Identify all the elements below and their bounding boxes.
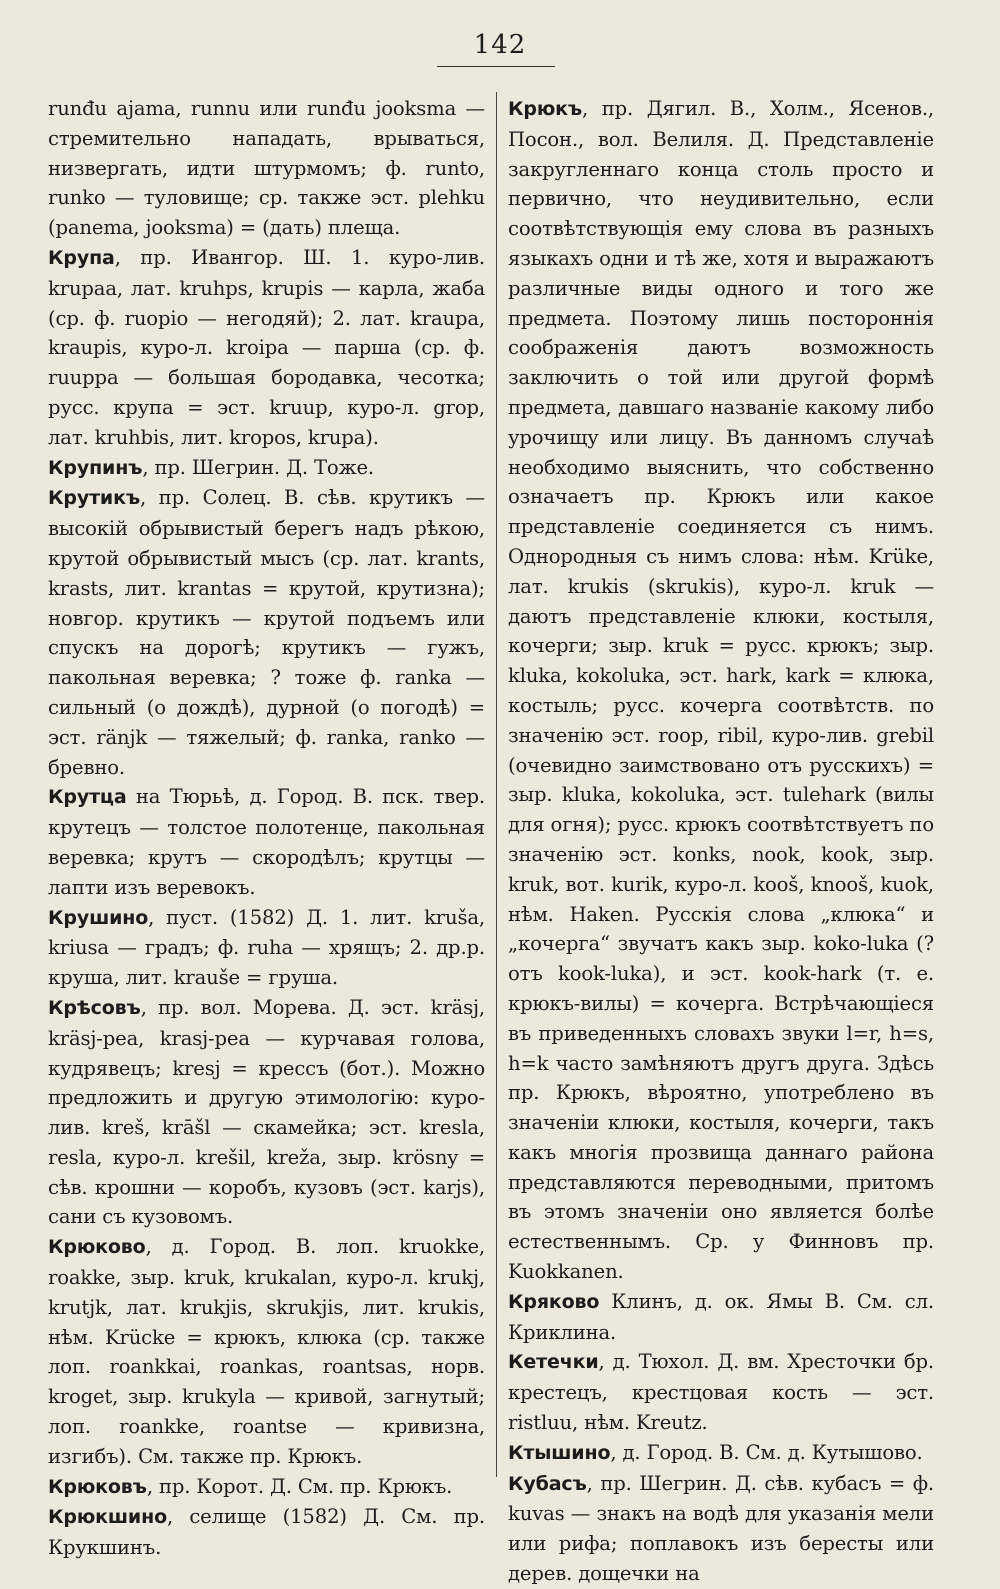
- entry-headword: Кубасъ: [508, 1472, 587, 1495]
- entry-continuation: [48, 94, 485, 243]
- entry-krupin: [48, 453, 485, 484]
- entry-text: , селище (1582) Д. См. пр. Крукшинъ.: [48, 1505, 485, 1560]
- entry-text: , пр. Корот. Д. См. пр. Крюкъ.: [146, 1474, 453, 1498]
- entry-kryakovo: [508, 1287, 934, 1348]
- entry-kryukovo: [48, 1232, 485, 1471]
- entry-headword: Крюковъ: [48, 1475, 147, 1498]
- entry-text: , пр. Шегрин. Д. Тоже.: [142, 455, 374, 479]
- entry-headword: Ктышино: [508, 1441, 611, 1464]
- entry-headword: Крюкъ: [508, 98, 583, 120]
- entry-text: , пр. Солец. В. сѣв. крутикъ — высокій обрывистый берегъ надъ рѣкою, крутой обрывистый мысъ (ср. лат. krants, krasts, лит. krantas = крутой, крутизна); новгор. крутикъ — крутой подъемъ или спускъ на дорогѣ; крутикъ — гужъ, пакольная веревка; ? тоже ф. ranka — сильный (о дождѣ), дурной (о погодѣ) = эст. ränjk — тяжелый; ф. ranka, ranko — бревно.: [48, 486, 485, 779]
- entry-kubas: [508, 1469, 934, 1589]
- entry-headword: Крѣсовъ: [48, 996, 141, 1019]
- entry-kryuk: [508, 94, 934, 1287]
- entry-headword: Крушино: [48, 906, 149, 929]
- entry-krutca: [48, 782, 485, 902]
- entry-text: Клинъ, д. ок. Ямы В. См. сл. Криклина.: [508, 1289, 934, 1344]
- entry-headword: Кетечки: [508, 1351, 599, 1374]
- column-divider: [496, 92, 497, 1477]
- entry-headword: Крюкшино: [48, 1506, 167, 1529]
- entry-krushino: [48, 903, 485, 993]
- entry-headword: Крутикъ: [48, 487, 140, 510]
- entry-text: , д. Город. В. См. д. Кутышово.: [610, 1440, 923, 1464]
- entry-headword: Кряково: [508, 1290, 600, 1313]
- right-column: [508, 94, 934, 1589]
- entry-text: , пр. Дягил. В., Холм., Ясенов., Посон., вол. Велиля. Д. Представленіе закругленнаго конца столь просто и первично, что неудивительно, если соотвѣтствующія ему слова въ разныхъ языкахъ одни и тѣ же, хотя и выражаютъ различные виды одного и того же предмета. Поэтому лишь постороннія соображенія даютъ возможность заключить о той или другой формѣ предмета, давшаго названіе какому либо урочищу или лицу. Въ данномъ случаѣ необходимо выяснить, что собственно означаетъ пр. Крюкъ или какое представленіе соединяется съ нимъ. Однородныя съ нимъ слова: нѣм. Krüke, лат. krukis (skrukis), куро-л. kruk — даютъ представленіе клюки, костыля, кочерги; зыр. kruk = русс. крюкъ; зыр. kluka, kokoluka, эст. hark, kark = клюка, костыль; русс. кочерга соотвѣтств. по значенію эст. roop, ribil, куро-лив. grebil (очевидно заимствовано отъ русскихъ) = зыр. kluka, kokoluka, эст. tulehark (вилы для огня); русс. крюкъ соотвѣтствуетъ по значенію эст. konks, nook, kook, зыр. kruk, вот. kurik, куро-л. kooš, knooš, kuok, нѣм. Haken. Русскія слова „клюка“ и „кочерга“ звучатъ какъ зыр. koko-luka (? отъ kook-luka), и эст. kook-hark (т. е. крюкъ-вилы) = кочерга. Встрѣчающіеся въ приведенныхъ словахъ звуки l=r, h=s, h=k часто замѣняютъ другъ друга. Здѣсь пр. Крюкъ, вѣроятно, употреблено въ значеніи клюки, костыля, кочерги, такъ какъ многія прозвища даннаго района представляются переводными, притомъ въ этомъ значеніи оно является болѣе естественнымъ. Ср. у Финновъ пр. Kuokkanen.: [508, 97, 934, 1284]
- entry-text: , д. Тюхол. Д. вм. Хресточки бр. крестецъ, крестцовая кость — эст. ristluu, нѣм. Kreutz.: [508, 1350, 934, 1435]
- entry-headword: Крупинъ: [48, 456, 143, 479]
- entry-text: , пуст. (1582) Д. 1. лит. kruša, kriusa — градъ; ф. ruha — хрящъ; 2. др.р. круша, лит. krauše = груша.: [48, 905, 485, 990]
- entry-ketechki: [508, 1347, 934, 1437]
- entry-kryukshino: [48, 1502, 485, 1563]
- entry-text: на Тюрьѣ, д. Город. В. пск. твер. крутецъ — толстое полотенце, пакольная веревка; крутъ — скородѣлъ; крутцы — лапти изъ веревокъ.: [48, 785, 485, 899]
- entry-kryukov: [48, 1472, 485, 1503]
- entry-krutik: [48, 483, 485, 782]
- entry-text: runđu ajama, runnu или runđu jooksma — стремительно нападать, врываться, низвергать, идти штурмомъ; ф. runto, runko — туловище; ср. также эст. plehku (panema, jooksma) = (дать) плеща.: [48, 97, 485, 240]
- header-rule: [437, 66, 555, 67]
- entry-kresov: [48, 993, 485, 1232]
- entry-ktyshino: [508, 1438, 934, 1469]
- page-number: 142: [473, 30, 527, 60]
- left-column: [48, 94, 485, 1563]
- entry-text: , пр. вол. Морева. Д. эст. kräsj, kräsj-pea, krasj-pea — курчавая голова, кудрявецъ; kresj = крессъ (бот.). Можно предложить и другую этимологію: куро-лив. kreš, krāšl — скамейка; эст. kresla, resla, куро-л. krešil, kreža, зыр. krösny = сѣв. крошни — коробъ, кузовъ (эст. karjs), сани съ кузовомъ.: [48, 995, 485, 1229]
- entry-krupa: [48, 243, 485, 453]
- entry-text: , пр. Шегрин. Д. сѣв. кубасъ = ф. kuvas — знакъ на водѣ для указанія мели или рифа; поплавокъ изъ бересты или дерев. дощечки на: [508, 1471, 934, 1586]
- entry-text: , д. Город. В. лоп. kruokke, roakke, зыр. kruk, krukalan, куро-л. krukj, krutjk, лат. krukjis, skrukjis, лит. krukis, нѣм. Krücke = крюкъ, клюка (ср. также лоп. roankkai, roankas, roantsas, норв. kroget, зыр. krukyla — кривой, загнутый; лоп. roankke, roantse — кривизна, изгибъ). См. также пр. Крюкъ.: [48, 1235, 485, 1468]
- entry-headword: Крутца: [48, 786, 127, 809]
- entry-headword: Крюково: [48, 1236, 146, 1259]
- entry-headword: Крупа: [48, 246, 115, 269]
- entry-text: , пр. Ивангор. Ш. 1. куро-лив. kruраа, лат. kruhps, krupis — карла, жаба (ср. ф. ruорio — негодяй); 2. лат. kraupa, kraupis, куро-л. kroipa — парша (ср. ф. ruuрра — большая бородавка, чесотка; русс. крупа = эст. kruup, куро-л. grop, лат. kruhbis, лит. kropos, krupa).: [48, 245, 485, 449]
